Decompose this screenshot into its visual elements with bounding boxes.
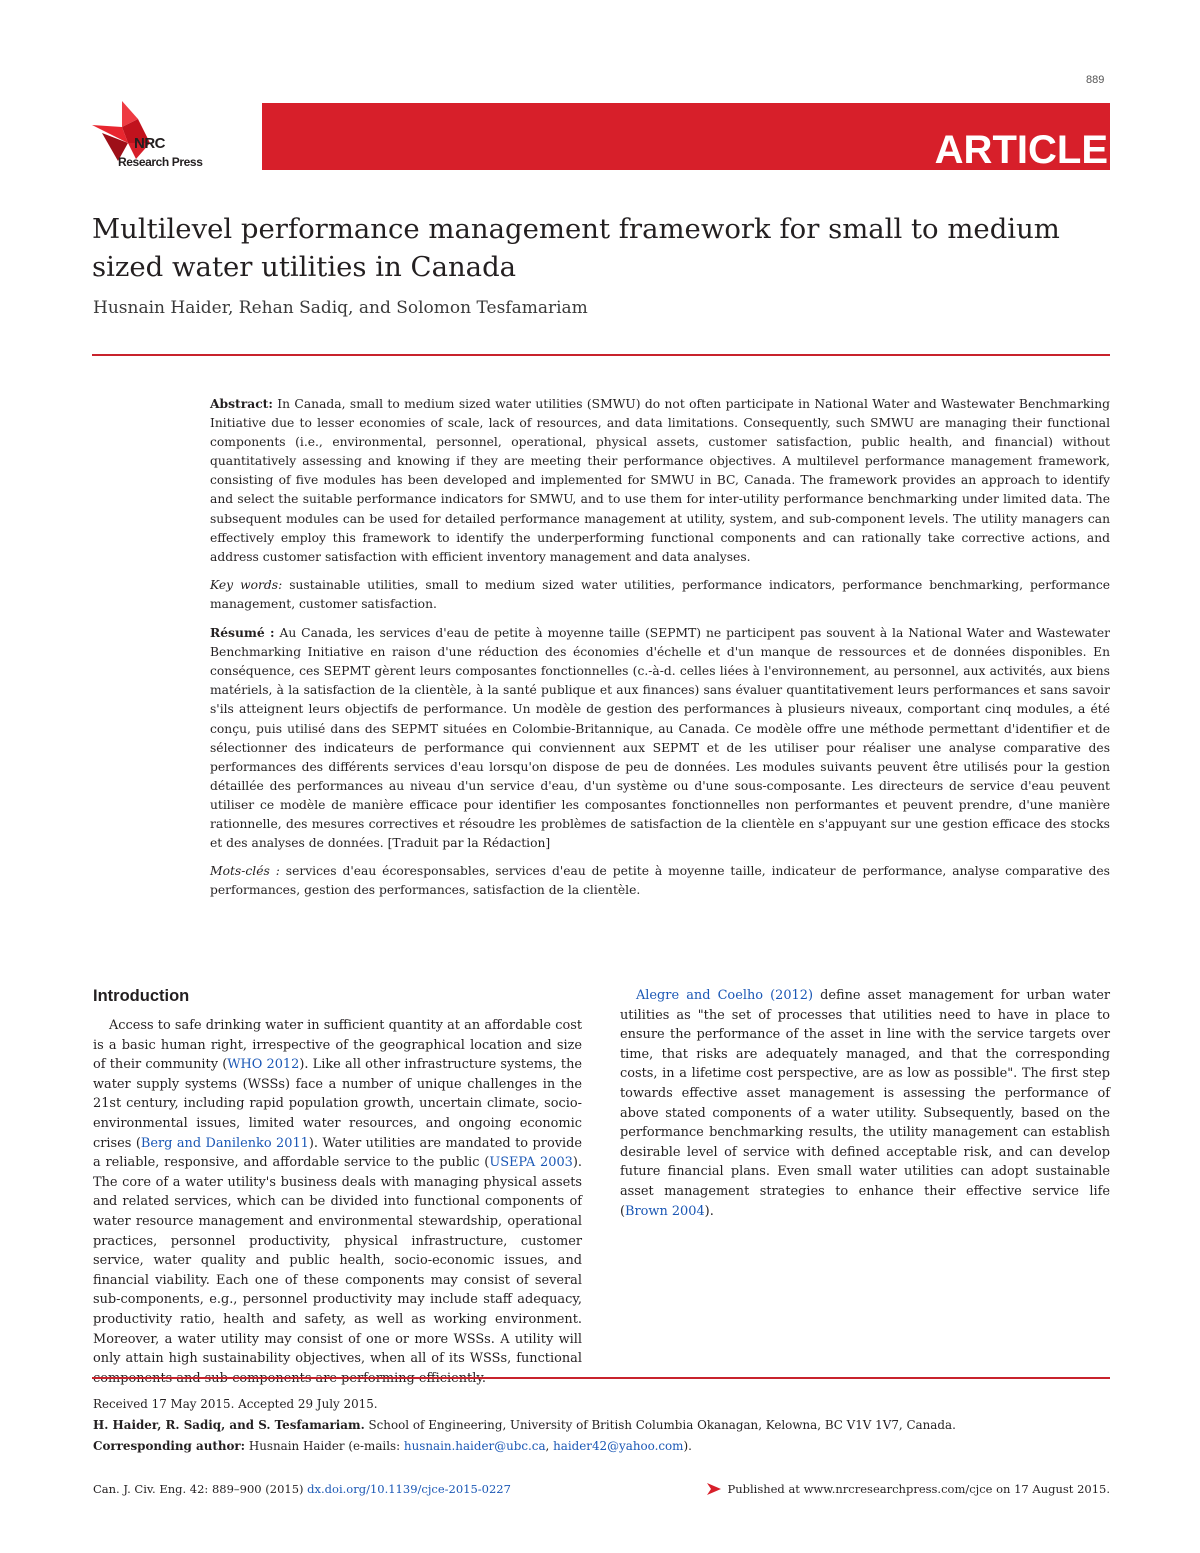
doi-link[interactable]: dx.doi.org/10.1139/cjce-2015-0227: [307, 1482, 511, 1496]
body-column-left: [93, 1016, 582, 1388]
journal-citation: [93, 1482, 511, 1496]
introduction-heading: Introduction: [93, 987, 190, 1005]
resume-text: Au Canada, les services d'eau de petite à moyenne taille (SEPMT) ne participent pas souvent à la National Water and Wastewater Benchmarking Initiative en raison d'une réduction des économies d'échelle et d'un manque de ressources et de données disponibles. En conséquence, ces SEPMT gèrent leurs composantes fonctionnelles (c.-à-d. celles liées à l'environnement, au personnel, aux activités, aux biens matériels, à la satisfaction de la clientèle, à la santé publique et aux finances) sans évaluer quantitativement leurs performances et sans savoir s'ils atteignent leurs objectifs de performance. Un modèle de gestion des performances à plusieurs niveaux, comportant cinq modules, a été conçu, puis utilisé dans des SEPMT situées en Colombie-Britannique, au Canada. Ce modèle offre une méthode permettant d'identifier et de sélectionner des indicateurs de performance qui conviennent aux SEPMT et de les utiliser pour réaliser une analyse comparative des performances des différents services d'eau lorsqu'on dispose de peu de données. Les modules suivants peuvent être utilisés pour la gestion détaillée des performances au niveau d'un service d'eau, d'un système ou d'une sous-composante. Les directeurs de service d'eau peuvent utiliser ce modèle de manière efficace pour identifier les composantes fonctionnelles non performantes et peuvent prendre, d'une manière rationnelle, des mesures correctives et résoudre les problèmes de satisfaction de la clientèle en s'appuyant sur une gestion efficace des stocks et des analyses de données. [Traduit par la Rédaction]: [210, 626, 1110, 851]
keywords-text: sustainable utilities, small to medium sized water utilities, performance indicators, performance benchmarking, performance management, customer satisfaction.: [210, 577, 1110, 611]
logo-nrc-text: NRC: [134, 135, 165, 152]
affiliation-text: School of Engineering, University of British Columbia Okanagan, Kelowna, BC V1V 1V7, Canada.: [364, 1418, 956, 1432]
affiliation-names: H. Haider, R. Sadiq, and S. Tesfamariam.: [93, 1418, 365, 1432]
affiliation: [93, 1415, 1110, 1436]
body-column-right: [620, 986, 1110, 1221]
citation-link-usepa-2003[interactable]: USEPA 2003: [489, 1155, 573, 1171]
logo-research-press-text: Research Press: [118, 155, 203, 169]
footnotes: [93, 1394, 1110, 1457]
corresponding-author: Corresponding author: Husnain Haider (e-mails: husnain.haider@ubc.ca, haider42@yahoo.com).: [93, 1439, 692, 1453]
footnote-divider: [92, 1377, 1110, 1379]
intro-paragraph-2: Alegre and Coelho (2012) define asset management for urban water utilities as "the set of processes that utilities need to have in place to ensure the performance of the asset in line with the service targets over time, that risks are adequately managed, and that the corresponding costs, in a lifetime cost perspective, are as low as possible". The first step towards effective asset management is assessing the performance of above stated components of a water utility. Subsequently, based on the performance benchmarking results, the utility management can establish desirable level of service with defined acceptable risk, and can develop future financial plans. Even small water utilities can adopt sustainable asset management strategies to enhance their effective service life (Brown 2004).: [620, 988, 1110, 1219]
corresponding-author-label: Corresponding author:: [93, 1439, 246, 1453]
abstract-label: Abstract:: [210, 396, 273, 411]
nrc-research-press-logo: [88, 97, 248, 175]
article-type-label: ARTICLE: [934, 128, 1108, 172]
keywords-paragraph: [210, 576, 1110, 614]
mots-cles-label: Mots-clés :: [210, 864, 280, 879]
published-notice: [707, 1482, 1110, 1496]
published-text: Published at www.nrcresearchpress.com/cjce on 17 August 2015.: [727, 1482, 1110, 1496]
page-number: 889: [1086, 74, 1105, 86]
email-link-ubc[interactable]: husnain.haider@ubc.ca: [403, 1439, 546, 1453]
email-link-yahoo[interactable]: haider42@yahoo.com: [553, 1439, 684, 1453]
citation-link-who-2012[interactable]: WHO 2012: [227, 1057, 300, 1073]
article-title: Multilevel performance management framework for small to medium sized water utilities in Canada: [92, 213, 1060, 283]
citation-link-alegre-coelho-2012[interactable]: Alegre and Coelho (2012): [636, 988, 813, 1003]
mots-cles-paragraph: [210, 862, 1110, 900]
resume-paragraph: [210, 623, 1110, 853]
abstract-paragraph: [210, 394, 1110, 567]
citation-link-berg-danilenko-2011[interactable]: Berg and Danilenko 2011: [140, 1135, 309, 1151]
abstract-section: [210, 394, 1110, 909]
author-list: Husnain Haider, Rehan Sadiq, and Solomon Tesfamariam: [93, 298, 588, 318]
received-date: Received 17 May 2015. Accepted 29 July 2015.: [93, 1397, 378, 1411]
keywords-label: Key words:: [210, 577, 283, 592]
abstract-text: In Canada, small to medium sized water utilities (SMWU) do not often participate in National Water and Wastewater Benchmarking Initiative due to lesser economies of scale, lack of resources, and data limitations. Consequently, such SMWU are managing their functional components (i.e., environmental, personnel, operational, physical assets, customer satisfaction, public health, and financial) without quantitatively assessing and knowing if they are meeting their performance objectives. A multilevel performance management framework, consisting of five modules has been developed and implemented for SMWU in BC, Canada. The framework provides an approach to identify and select the suitable performance indicators for SMWU, and to use them for inter-utility performance benchmarking under limited data. The subsequent modules can be used for detailed performance management at utility, system, and sub-component levels. The utility managers can effectively employ this framework to identify the underperforming functional components and can rationally take corrective actions, and address customer satisfaction with efficient inventory management and data analyses.: [210, 397, 1110, 564]
red-arrow-icon: [707, 1483, 721, 1495]
citation-link-brown-2004[interactable]: Brown 2004: [625, 1203, 705, 1219]
resume-label: Résumé :: [210, 625, 275, 641]
citation-text: Can. J. Civ. Eng. 42: 889–900 (2015): [93, 1482, 308, 1496]
article-banner: [262, 103, 1110, 170]
intro-paragraph-1: Access to safe drinking water in sufficient quantity at an affordable cost is a basic human right, irrespective of the geographical location and size of their community (WHO 2012). Like all other infrastructure systems, the water supply systems (WSSs) face a number of unique challenges in the 21st century, including rapid population growth, uncertain climate, socio-environmental issues, limited water resources, and ongoing economic crises (Berg and Danilenko 2011). Water utilities are mandated to provide a reliable, responsive, and affordable service to the public (USEPA 2003). The core of a water utility's business deals with managing physical assets and related services, which can be divided into functional components of water resource management and environmental stewardship, operational practices, personnel productivity, physical infrastructure, customer service, water quality and public health, socio-economic issues, and financial viability. Each one of these components may consist of several sub-components, e.g., personnel productivity may include staff adequacy, productivity ratio, health and safety, as well as working environment. Moreover, a water utility may consist of one or more WSSs. A utility will only attain high sustainability objectives, when all of its WSSs, functional: [93, 1018, 583, 1367]
mots-cles-text: services d'eau écoresponsables, services d'eau de petite à moyenne taille, indicateur de performance, analyse comparative des performances, gestion des performances, satisfaction de la clientèle.: [210, 864, 1110, 898]
header-divider: [92, 354, 1110, 356]
